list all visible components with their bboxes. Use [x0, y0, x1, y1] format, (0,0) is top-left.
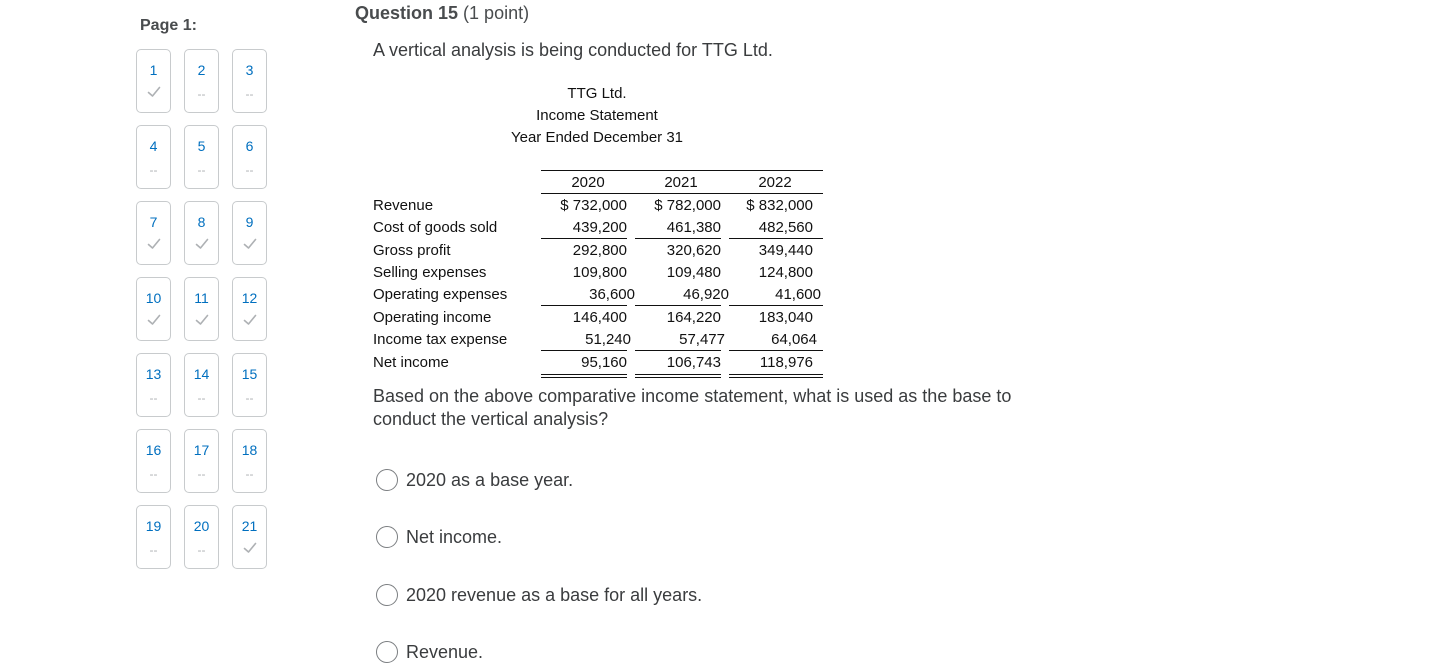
answer-option-label: Net income.	[406, 527, 503, 547]
question-tile-8[interactable]	[184, 201, 219, 265]
statement-rule	[541, 170, 823, 171]
unanswered-mark: --	[245, 87, 254, 101]
question-tile-15[interactable]	[232, 353, 267, 417]
row-value: 41,600	[775, 286, 821, 303]
row-value: 461,380	[666, 219, 721, 236]
row-value: 292,800	[572, 242, 627, 259]
unanswered-mark: --	[149, 163, 158, 177]
checkmark-icon	[137, 238, 170, 254]
unanswered-mark: --	[245, 391, 254, 405]
year-header: 2022	[758, 174, 792, 191]
statement-rule	[541, 193, 823, 194]
question-tile-13[interactable]	[136, 353, 171, 417]
statement-rule	[729, 374, 823, 375]
row-value: 183,040	[758, 309, 813, 326]
question-tile-6[interactable]	[232, 125, 267, 189]
row-value: 46,920	[683, 286, 729, 303]
row-label: Net income	[373, 354, 449, 371]
question-tile-number: 5	[197, 138, 206, 154]
question-tile-number: 20	[193, 518, 210, 534]
question-tile-1[interactable]	[136, 49, 171, 113]
page-label: Page 1:	[140, 17, 197, 34]
row-label: Operating expenses	[373, 286, 508, 303]
statement-rule	[635, 374, 721, 375]
row-value: 64,064	[771, 331, 817, 348]
statement-rule	[541, 374, 627, 375]
question-tile-9[interactable]	[232, 201, 267, 265]
question-tile-20[interactable]	[184, 505, 219, 569]
statement-rule	[541, 377, 627, 378]
question-tile-number: 13	[145, 366, 162, 382]
row-label: Gross profit	[373, 242, 451, 259]
statement-rule	[729, 350, 823, 351]
checkmark-icon	[185, 314, 218, 330]
statement-rule	[635, 305, 721, 306]
question-tile-12[interactable]	[232, 277, 267, 341]
statement-name: Income Statement	[536, 107, 658, 124]
unanswered-mark: --	[245, 467, 254, 481]
row-value: 164,220	[666, 309, 721, 326]
checkmark-icon	[137, 86, 170, 102]
unanswered-mark: --	[197, 87, 206, 101]
statement-rule	[541, 305, 627, 306]
row-label: Selling expenses	[373, 264, 487, 281]
question-tile-number: 15	[241, 366, 258, 382]
checkmark-icon	[137, 314, 170, 330]
question-tile-2[interactable]	[184, 49, 219, 113]
statement-rule	[541, 350, 627, 351]
row-value: 109,480	[666, 264, 721, 281]
checkmark-icon	[233, 314, 266, 330]
row-value: 349,440	[758, 242, 813, 259]
question-title	[355, 3, 529, 24]
statement-rule	[729, 377, 823, 378]
question-tile-number: 1	[149, 62, 158, 78]
unanswered-mark: --	[149, 391, 158, 405]
unanswered-mark: --	[197, 543, 206, 557]
question-tile-number: 4	[149, 138, 158, 154]
row-value: 439,200	[572, 219, 627, 236]
radio-button[interactable]	[376, 641, 398, 663]
unanswered-mark: --	[197, 467, 206, 481]
unanswered-mark: --	[149, 467, 158, 481]
question-intro: A vertical analysis is being conducted for TTG Ltd.	[373, 40, 773, 60]
question-tile-10[interactable]	[136, 277, 171, 341]
row-value: $ 782,000	[654, 197, 721, 214]
row-value: 36,600	[589, 286, 635, 303]
answer-option-label: Revenue.	[406, 642, 484, 662]
statement-company: TTG Ltd.	[567, 85, 627, 102]
question-tile-14[interactable]	[184, 353, 219, 417]
question-tile-16[interactable]	[136, 429, 171, 493]
row-value: 482,560	[758, 219, 813, 236]
checkmark-icon	[233, 238, 266, 254]
statement-period: Year Ended December 31	[510, 129, 684, 146]
year-header: 2020	[571, 174, 605, 191]
question-tile-7[interactable]	[136, 201, 171, 265]
row-value: 118,976	[759, 354, 813, 371]
row-value: 109,800	[572, 264, 627, 281]
year-header: 2021	[664, 174, 698, 191]
question-tile-number: 12	[241, 290, 258, 306]
statement-rule	[729, 305, 823, 306]
question-tile-number: 10	[145, 290, 162, 306]
statement-rule	[635, 377, 721, 378]
question-number: Question 15	[355, 3, 459, 23]
radio-button[interactable]	[376, 469, 398, 491]
question-tile-18[interactable]	[232, 429, 267, 493]
statement-rule	[729, 238, 823, 239]
question-tile-number: 7	[149, 214, 158, 230]
question-tile-11[interactable]	[184, 277, 219, 341]
question-tile-number: 17	[193, 442, 210, 458]
question-tile-number: 3	[245, 62, 254, 78]
unanswered-mark: --	[197, 163, 206, 177]
row-value: $ 732,000	[560, 197, 627, 214]
question-tile-4[interactable]	[136, 125, 171, 189]
unanswered-mark: --	[245, 163, 254, 177]
row-label: Cost of goods sold	[373, 219, 498, 236]
checkmark-icon	[185, 238, 218, 254]
question-tile-number: 18	[241, 442, 258, 458]
row-label: Income tax expense	[373, 331, 508, 348]
radio-button[interactable]	[376, 584, 398, 606]
row-value: 106,743	[666, 354, 721, 371]
question-tile-number: 6	[245, 138, 254, 154]
answer-option-label: 2020 as a base year.	[406, 470, 574, 490]
unanswered-mark: --	[197, 391, 206, 405]
question-prompt: Based on the above comparative income statement, what is used as the base to conduct the vertical analysis?	[373, 386, 1012, 429]
question-tile-number: 2	[197, 62, 206, 78]
question-tile-number: 8	[197, 214, 206, 230]
row-value: 320,620	[666, 242, 721, 259]
row-value: $ 832,000	[746, 197, 813, 214]
row-value: 124,800	[758, 264, 813, 281]
statement-rule	[635, 238, 721, 239]
question-tile-number: 14	[193, 366, 210, 382]
question-tile-5[interactable]	[184, 125, 219, 189]
row-value: 51,240	[585, 331, 631, 348]
checkmark-icon	[233, 542, 266, 558]
question-tile-number: 19	[145, 518, 162, 534]
question-points: (1 point)	[463, 3, 530, 23]
statement-rule	[541, 238, 627, 239]
question-tile-number: 9	[245, 214, 254, 230]
statement-rule	[635, 350, 721, 351]
unanswered-mark: --	[149, 543, 158, 557]
question-tile-17[interactable]	[184, 429, 219, 493]
row-value: 57,477	[679, 331, 725, 348]
row-label: Revenue	[373, 197, 434, 214]
question-tile-number: 21	[241, 518, 258, 534]
question-tile-number: 11	[194, 290, 209, 306]
question-tile-number: 16	[145, 442, 162, 458]
question-tile-19[interactable]	[136, 505, 171, 569]
answer-option-label: 2020 revenue as a base for all years.	[406, 585, 703, 605]
row-value: 146,400	[572, 309, 627, 326]
question-tile-21[interactable]	[232, 505, 267, 569]
radio-button[interactable]	[376, 526, 398, 548]
row-label: Operating income	[373, 309, 492, 326]
row-value: 95,160	[581, 354, 627, 371]
question-tile-3[interactable]	[232, 49, 267, 113]
